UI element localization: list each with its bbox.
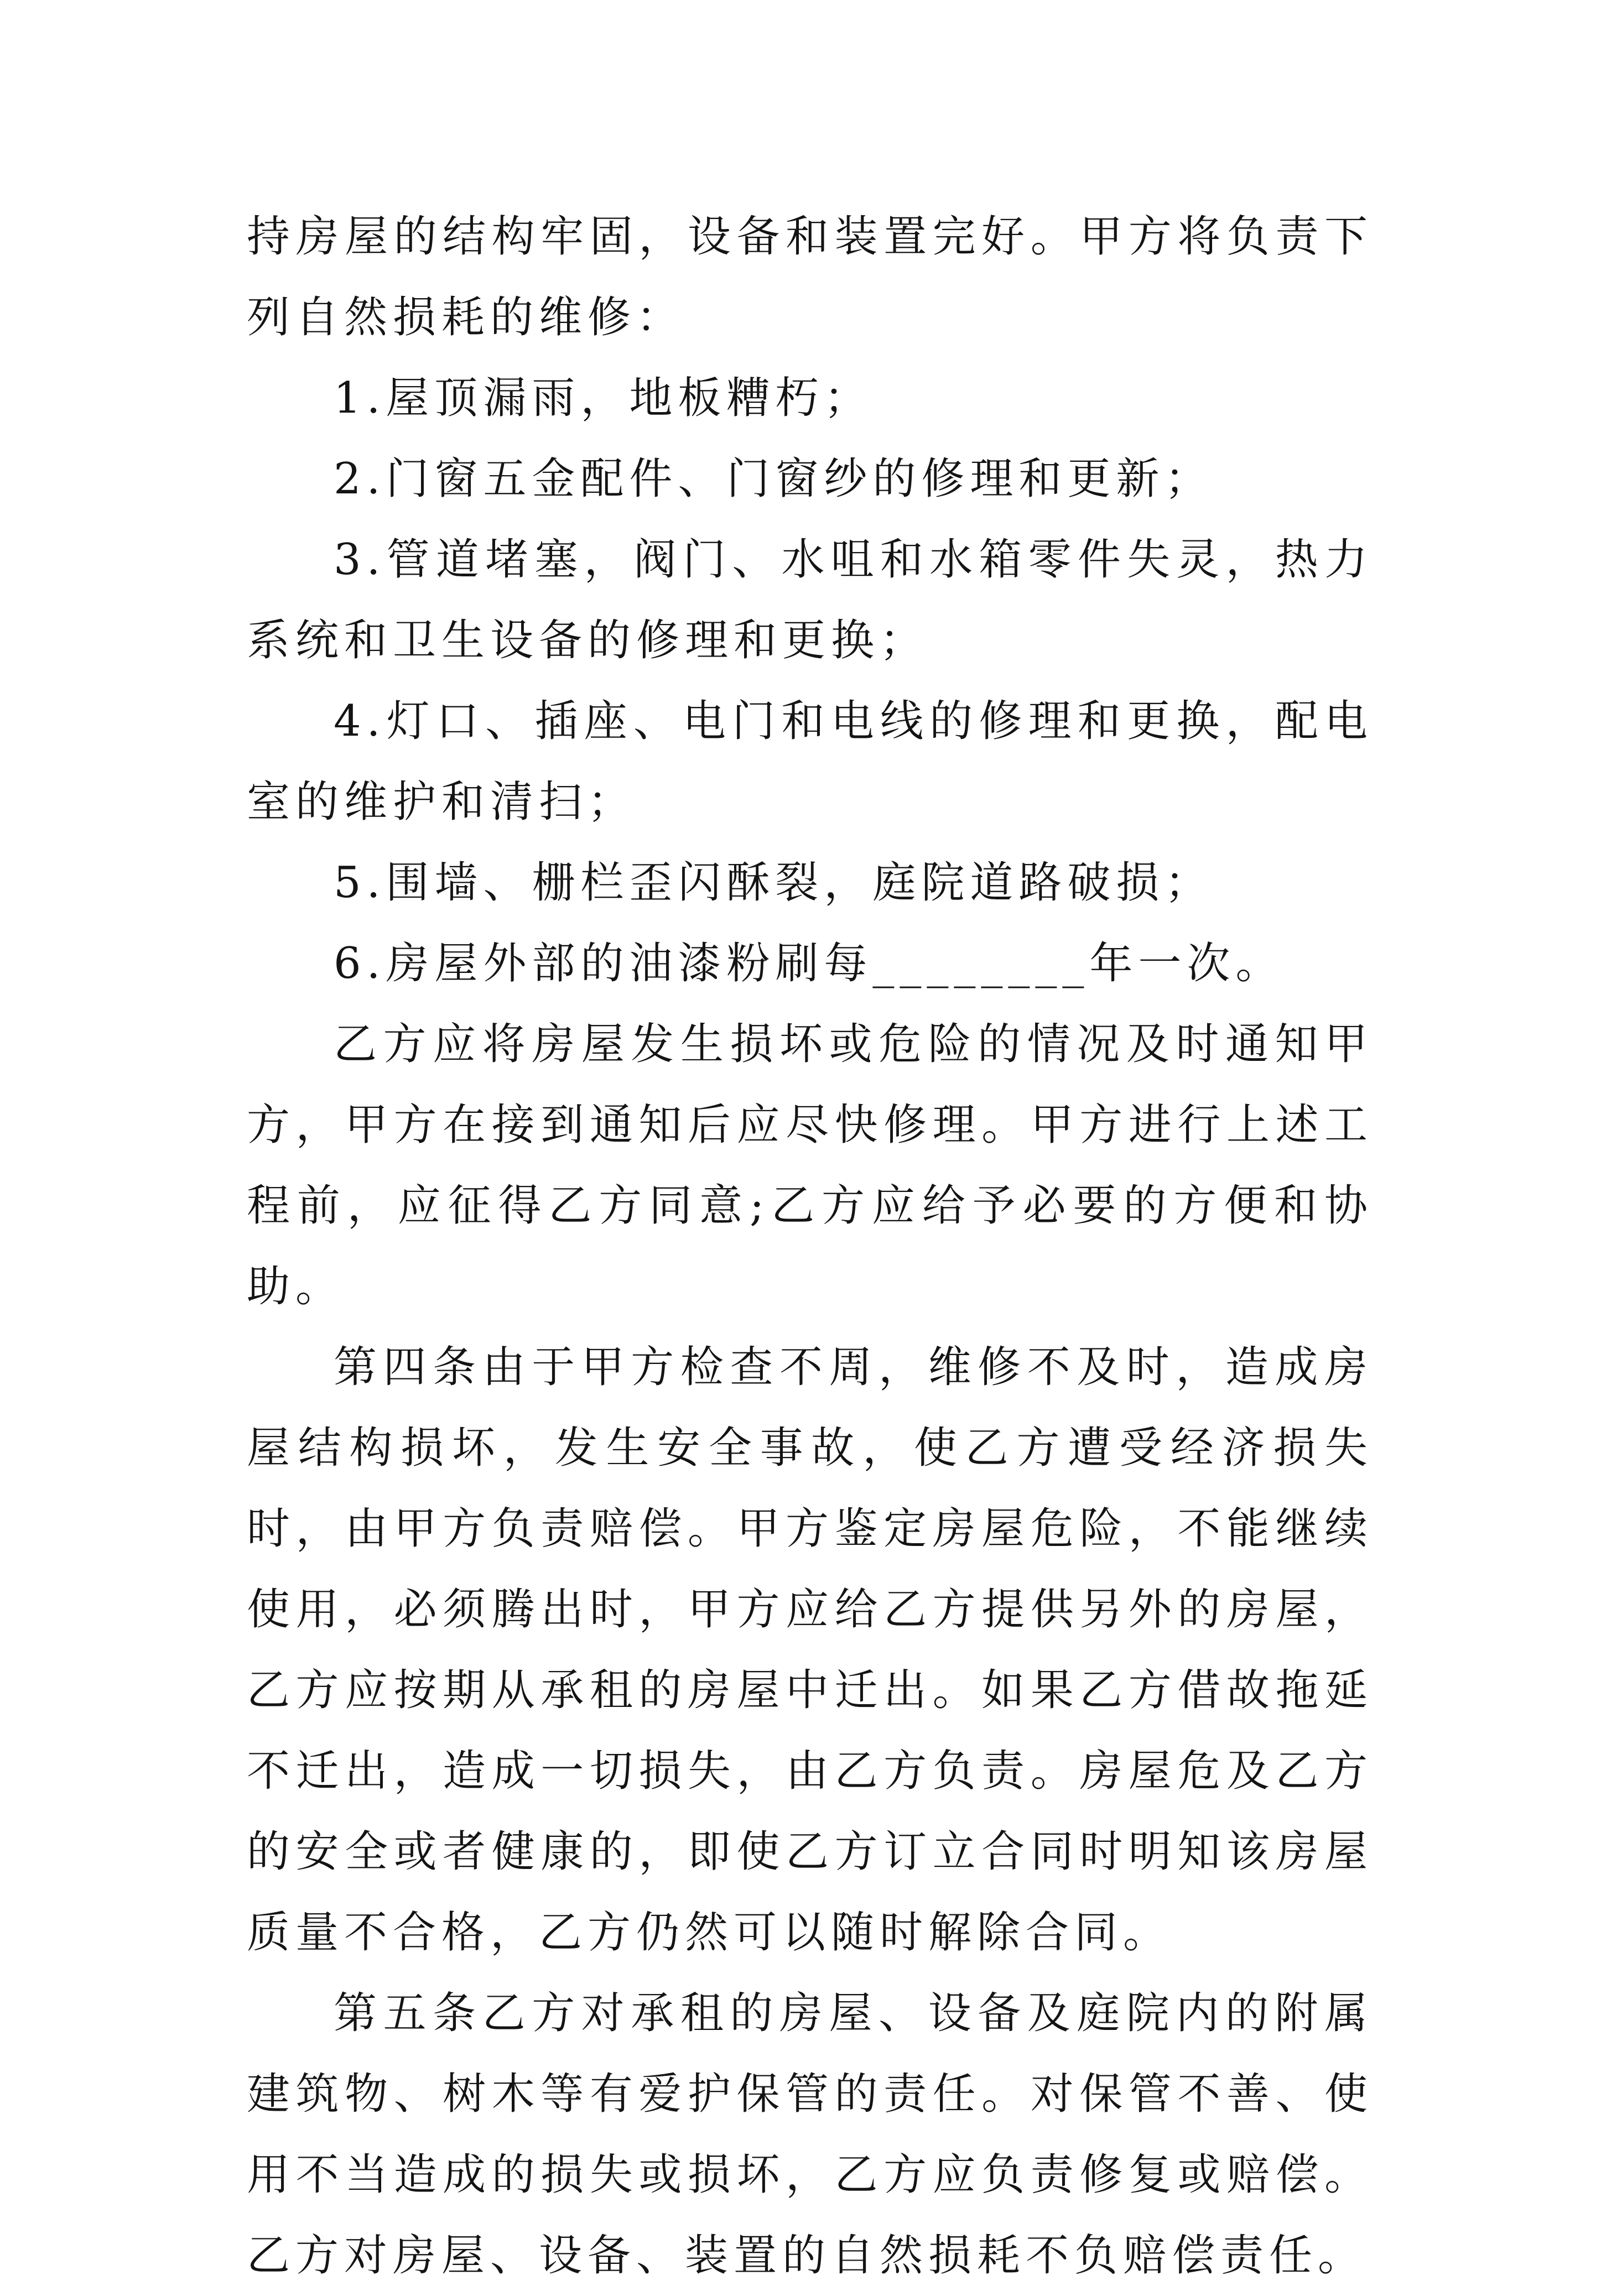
paragraph-notification: 乙方应将房屋发生损坏或危险的情况及时通知甲方，甲方在接到通知后应尽快修理。甲方进行上述工程前，应征得乙方同意;乙方应给予必要的方便和协助。: [247, 1019, 1373, 1311]
list-item-1: 1.屋顶漏雨，地板糟朽；: [334, 373, 873, 423]
list-item-5: 5.围墙、栅栏歪闪酥裂，庭院道路破损；: [334, 858, 1214, 908]
list-item-2: 2.门窗五金配件、门窗纱的修理和更新；: [334, 454, 1214, 504]
document-body: [247, 196, 1373, 2296]
paragraph-continuation: 持房屋的结构牢固，设备和装置完好。甲方将负责下列自然损耗的维修：: [247, 212, 1373, 342]
list-item-6: 6.房屋外部的油漆粉刷每________年一次。: [334, 939, 1285, 988]
paragraph-article-4: 第四条由于甲方检查不周，维修不及时，造成房屋结构损坏，发生安全事故，使乙方遭受经济损失时，由甲方负责赔偿。甲方鉴定房屋危险，不能继续使用，必须腾出时，甲方应给乙方提供另外的房屋，乙方应按期从承租的房屋中迁出。如果乙方借故拖延不迁出，造成一切损失，由乙方负责。房屋危及乙方的安全或者健康的，即使乙方订立合同时明知该房屋质量不合格，乙方仍然可以随时解除合同。: [247, 1342, 1373, 1957]
paragraph-article-5: 第五条乙方对承租的房屋、设备及庭院内的附属建筑物、树木等有爱护保管的责任。对保管不善、使用不当造成的损失或损坏，乙方应负责修复或赔偿。乙方对房屋、设备、装置的自然损耗不负赔偿责任。: [247, 1988, 1373, 2281]
list-item-3: 3.管道堵塞，阀门、水咀和水箱零件失灵，热力系统和卫生设备的修理和更换；: [247, 535, 1373, 665]
list-item-4: 4.灯口、插座、电门和电线的修理和更换，配电室的维护和清扫；: [247, 696, 1373, 827]
